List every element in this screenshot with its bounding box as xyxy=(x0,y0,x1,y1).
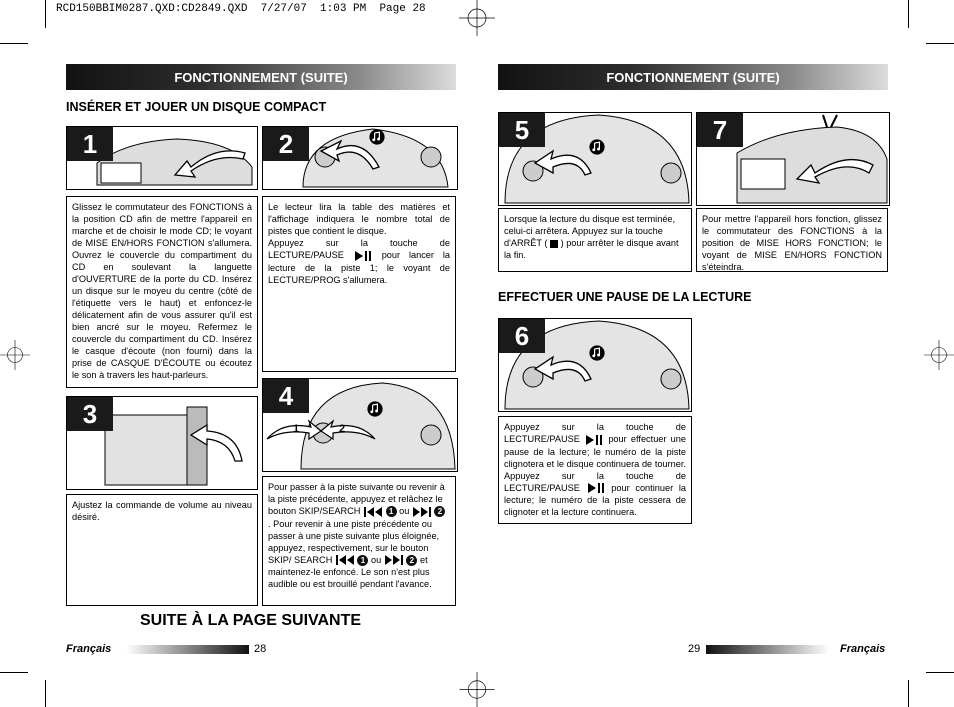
note-icon xyxy=(589,345,605,361)
registration-mark-icon xyxy=(0,335,30,375)
left-section-title: INSÉRER ET JOUER UN DISQUE COMPACT xyxy=(66,100,327,114)
stop-icon xyxy=(550,240,558,248)
play-pause-icon xyxy=(586,482,606,494)
right-banner: FONCTIONNEMENT (SUITE) xyxy=(498,64,888,90)
step-number: 4 xyxy=(263,379,309,413)
note-icon xyxy=(589,139,605,155)
step-number: 1 xyxy=(67,127,113,161)
note-icon xyxy=(369,129,385,145)
step4-text: Pour passer à la piste suivante ou revenir à la piste précédente, appuyez et relâchez le bouton SKIP/SEARCH 1 ou 2 . Pour revenir à une piste précédente ou passer à une piste suivante plus éloignée, appuyez, respectivement, sur le bouton SKIP/ SEARCH 1 ou 2 et maintenez-le enfoncé. Le son n'est plus audible ou est brouillé pendant l'avance. xyxy=(262,476,456,606)
step3-illustration xyxy=(66,396,258,490)
step-number: 3 xyxy=(67,397,113,431)
step3-text: Ajustez la commande de volume au niveau désiré. xyxy=(66,494,258,606)
step-number: 5 xyxy=(499,113,545,147)
registration-mark-icon xyxy=(457,672,497,707)
page-number-right: 29 xyxy=(688,643,701,655)
step5-illustration xyxy=(498,112,692,206)
skip-back-label: 1 xyxy=(293,423,300,435)
callout-1: 1 xyxy=(357,555,368,566)
page-number-left: 28 xyxy=(254,643,267,655)
step-number: 6 xyxy=(499,319,545,353)
registration-mark-icon xyxy=(457,0,497,36)
callout-2: 2 xyxy=(406,555,417,566)
callout-2: 2 xyxy=(434,506,445,517)
step6-text: Appuyez sur la touche de LECTURE/PAUSE pour effectuer une pause de la lecture; le numéro de la piste clignotera et le disque continuera de tourner. Appuyez sur la touche de LECTURE/PAUSE pour continuer la lecture; le numéro de la piste cessera de clignoter et la lecture continuera. xyxy=(498,416,692,524)
footer-language-right: Français xyxy=(840,643,886,655)
step7-illustration xyxy=(696,112,890,206)
step5-text: Lorsque la lecture du disque est terminée, celui-ci arrêtera. Appuyez sur la touche d'ARRÊT ( ) pour arrêter le disque avant la fin. xyxy=(498,208,692,272)
play-pause-icon xyxy=(584,434,604,446)
print-slug: RCD150BBIM0287.QXD:CD2849.QXD 7/27/07 1:03 PM Page 28 xyxy=(56,3,426,15)
continued-next-page: SUITE À LA PAGE SUIVANTE xyxy=(140,612,362,629)
skip-back-icon xyxy=(363,506,383,518)
step7-text: Pour mettre l'appareil hors fonction, glissez le commutateur des FONCTIONS à la position de MISE HORS FONCTION; le voyant de MISE EN/HORS FONCTION s'éteindra. xyxy=(696,208,888,272)
step4-illustration xyxy=(262,378,458,472)
skip-forward-icon xyxy=(412,506,432,518)
skip-forward-label: 2 xyxy=(339,423,346,435)
step1-text: Glissez le commutateur des FONCTIONS à la position CD afin de mettre l'appareil en marche et de choisir le mode CD; le voyant de MISE EN/HORS FONCTION s'allumera. Ouvrez le couvercle du compartiment du CD en soulevant la languette d'OUVERTURE de la porte du CD. Insérez un disque sur le moyeu du centre (côté de l'étiquette vers le haut) et enfoncez-le délicatement afin de vous assurer qu'il est bien ancré sur le moyeu. Refermez le couvercle du compartiment du CD. Insérez le casque d'écoute (non fourni) dans la prise de CASQUE D'ÉCOUTE ou écoutez le son à travers les haut-parleurs. xyxy=(66,196,258,388)
skip-forward-icon xyxy=(384,554,404,566)
left-banner: FONCTIONNEMENT (SUITE) xyxy=(66,64,456,90)
footer-bar-right xyxy=(706,645,829,654)
play-pause-icon xyxy=(353,250,373,262)
skip-back-icon xyxy=(335,554,355,566)
step-number: 2 xyxy=(263,127,309,161)
footer-language-left: Français xyxy=(66,643,112,655)
callout-1: 1 xyxy=(386,506,397,517)
step-number: 7 xyxy=(697,113,743,147)
step2-text: Le lecteur lira la table des matières et l'affichage indiquera le nombre total de pistes que contient le disque. Appuyez sur la touche de LECTURE/PAUSE pour lancer la lecture de la piste 1; le voyant de LECTURE/PROG s'allumera. xyxy=(262,196,456,372)
note-icon xyxy=(367,401,383,417)
footer-bar-left xyxy=(126,645,249,654)
step1-illustration xyxy=(66,126,258,190)
registration-mark-icon xyxy=(924,335,954,375)
right-section-title: EFFECTUER UNE PAUSE DE LA LECTURE xyxy=(498,290,752,304)
step6-illustration xyxy=(498,318,692,412)
step2-illustration xyxy=(262,126,458,190)
